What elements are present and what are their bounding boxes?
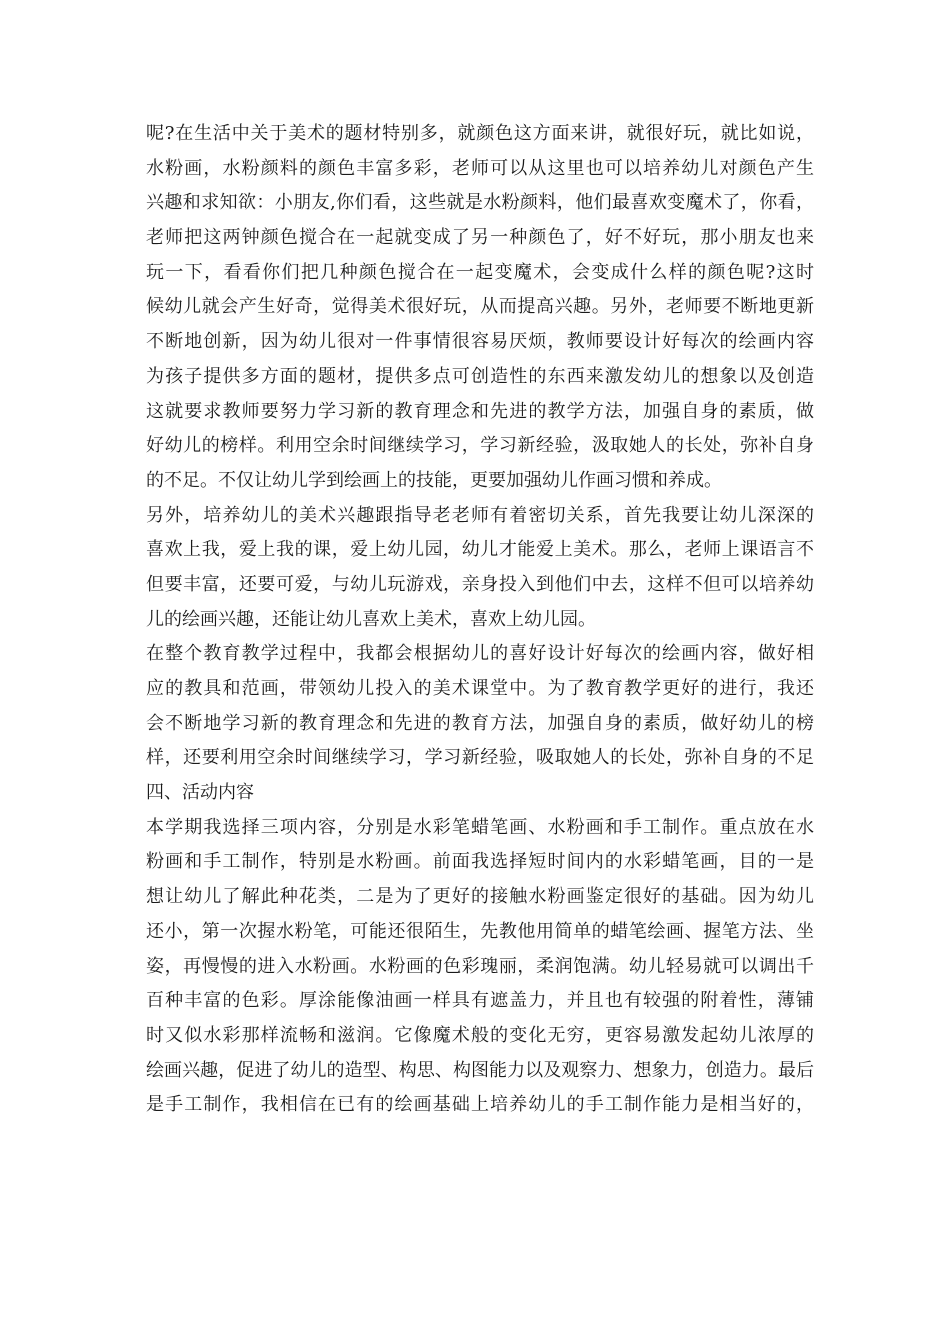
- document-body: [146, 117, 814, 1123]
- text-line: 呢?在生活中关于美术的题材特别多，就颜色这方面来讲，就很好玩，就比如说，: [146, 123, 814, 144]
- text-line: 绘画兴趣，促进了幼儿的造型、构思、构图能力以及观察力、想象力，创造力。最后: [146, 1059, 814, 1081]
- text-line: 老师把这两钟颜色搅合在一起就变成了另一种颜色了，好不好玩，那小朋友也来: [146, 227, 814, 249]
- text-line: 为孩子提供多方面的题材，提供多点可创造性的东西来激发幼儿的想象以及创造: [146, 365, 814, 387]
- text-line: 还小，第一次握水粉笔，可能还很陌生，先教他用简单的蜡笔绘画、握笔方法、坐: [146, 920, 814, 942]
- text-line: 另外，培养幼儿的美术兴趣跟指导老老师有着密切关系，首先我要让幼儿深深的: [146, 504, 814, 526]
- text-line: 四、活动内容: [146, 782, 254, 804]
- text-line: 会不断地学习新的教育理念和先进的教育方法，加强自身的素质，做好幼儿的榜: [146, 712, 814, 734]
- text-line: 好幼儿的榜样。利用空余时间继续学习，学习新经验，汲取她人的长处，弥补自身: [146, 435, 814, 457]
- text-line: 不断地创新，因为幼儿很对一件事情很容易厌烦，教师要设计好每次的绘画内容: [146, 331, 814, 353]
- text-line: 百种丰富的色彩。厚涂能像油画一样具有遮盖力，并且也有较强的附着性，薄铺: [146, 990, 814, 1012]
- text-line: 玩一下，看看你们把几种颜色搅合在一起变魔术，会变成什么样的颜色呢?这时: [146, 261, 814, 283]
- text-line: 但要丰富，还要可爱，与幼儿玩游戏，亲身投入到他们中去，这样不但可以培养幼: [146, 573, 814, 595]
- text-line: 水粉画，水粉颜料的颜色丰富多彩，老师可以从这里也可以培养幼儿对颜色产生: [146, 157, 814, 179]
- text-line: 想让幼儿了解此种花类，二是为了更好的接触水粉画鉴定很好的基础。因为幼儿: [146, 886, 814, 908]
- text-line: 在整个教育教学过程中，我都会根据幼儿的喜好设计好每次的绘画内容，做好相: [146, 643, 814, 665]
- text-line: 这就要求教师要努力学习新的教育理念和先进的教学方法，加强自身的素质，做: [146, 400, 814, 422]
- text-line: 喜欢上我，爱上我的课，爱上幼儿园，幼儿才能爱上美术。那么，老师上课语言不: [146, 539, 814, 561]
- text-line: 粉画和手工制作，特别是水粉画。前面我选择短时间内的水彩蜡笔画，目的一是: [146, 851, 814, 873]
- text-line: 样，还要利用空余时间继续学习，学习新经验，吸取她人的长处，弥补自身的不足: [146, 747, 814, 769]
- text-line: 姿，再慢慢的进入水粉画。水粉画的色彩瑰丽，柔润饱满。幼儿轻易就可以调出千: [146, 955, 814, 977]
- text-line: 本学期我选择三项内容，分别是水彩笔蜡笔画、水粉画和手工制作。重点放在水: [146, 816, 814, 838]
- text-line: 的不足。不仅让幼儿学到绘画上的技能，更要加强幼儿作画习惯和养成。: [146, 469, 722, 491]
- text-line: 时又似水彩那样流畅和滋润。它像魔术般的变化无穷，更容易激发起幼儿浓厚的: [146, 1024, 814, 1046]
- text-line: 是手工制作，我相信在已有的绘画基础上培养幼儿的手工制作能力是相当好的，: [146, 1094, 814, 1116]
- text-line: 儿的绘画兴趣，还能让幼儿喜欢上美术，喜欢上幼儿园。: [146, 608, 596, 630]
- text-line: 兴趣和求知欲：小朋友,你们看，这些就是水粉颜料，他们最喜欢变魔术了，你看，: [146, 192, 814, 214]
- text-line: 应的教具和范画，带领幼儿投入的美术课堂中。为了教育教学更好的进行，我还: [146, 678, 814, 699]
- text-line: 候幼儿就会产生好奇，觉得美术很好玩，从而提高兴趣。另外，老师要不断地更新: [146, 296, 814, 318]
